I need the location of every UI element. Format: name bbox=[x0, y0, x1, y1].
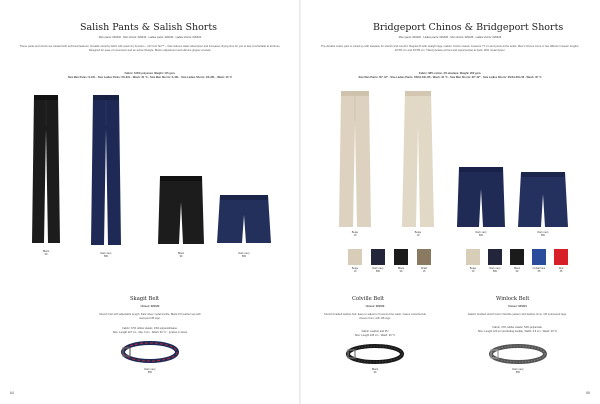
product-color: Black bbox=[177, 252, 185, 255]
colville-belt-fabric: Fabric: Leather and PU bbox=[361, 330, 389, 333]
product-code: 580 bbox=[540, 234, 546, 238]
product-color: Dark navy bbox=[537, 231, 549, 234]
skagit-belt-article: Unisex: 020420 bbox=[140, 305, 160, 308]
skagit-belt-fabric: Fabric: 67% rubber elastic, 33% polyamid/wave. bbox=[122, 327, 178, 330]
swatch-caption: Black 99 bbox=[397, 267, 405, 274]
skagit-belt-title: Skagit Belt bbox=[130, 296, 160, 302]
product-color: Black bbox=[42, 250, 50, 253]
product-color: Beige bbox=[414, 231, 422, 234]
right-fabric-line: Fabric: 98% cotton, 2% elastane. Weight: 260 gsm. bbox=[418, 72, 482, 75]
beige-chinos-ladies-image bbox=[401, 91, 435, 229]
swatch-caption: Khaki 15 bbox=[420, 267, 428, 274]
right-page bbox=[300, 0, 600, 404]
product-color: Dark navy bbox=[475, 231, 487, 234]
product-code: 580 bbox=[103, 255, 109, 259]
winlock-belt-image bbox=[488, 343, 548, 365]
product-caption bbox=[503, 368, 533, 374]
product-color: Dark navy bbox=[238, 252, 250, 255]
winlock-belt-description: Elastic braided stretch belt in flexible pattern with leather trims. CB embossed tags. bbox=[468, 313, 567, 316]
colville-belt-description: Stretch braided leather belt. Easy to adjust to fit around the waist. Cases metal buckle closure front, with CB logo. bbox=[324, 313, 426, 320]
navy-shorts-ladies-image bbox=[518, 172, 568, 229]
product-caption bbox=[135, 368, 165, 374]
beige-chinos-men-image bbox=[338, 91, 372, 229]
color-swatch bbox=[488, 249, 502, 265]
swatch-caption: Dark navy 580 bbox=[372, 267, 384, 274]
product-caption bbox=[466, 231, 496, 237]
skagit-belt-size: Size: Length 107 cm · Dia. 3 cm · Wash: 40 °C · (unisex in sizes) bbox=[112, 331, 188, 334]
color-swatch bbox=[348, 249, 362, 265]
winlock-belt-article: Unisex: 020421 bbox=[508, 305, 527, 308]
skagit-belt-description: Stretch belt with adjustable length. Dark silver metal buckle. Black PU leather tap with stamped CB logo. bbox=[99, 313, 201, 320]
color-swatch bbox=[554, 249, 568, 265]
colville-belt-article: Unisex: 020420 bbox=[365, 305, 385, 308]
product-caption bbox=[229, 252, 259, 258]
product-color: Dark navy bbox=[512, 368, 524, 371]
product-caption bbox=[340, 231, 370, 237]
right-article-line: Men pants: 020426 · Ladies pants: 020426 · Men shorts: 020426 · Ladies shorts: 020426 bbox=[398, 36, 502, 39]
winlock-belt-size: Size: Length 120 cm (excluding buckle), Width: 3.5 cm · Wash: 40 °C bbox=[477, 330, 558, 333]
product-code: 580 bbox=[241, 255, 247, 259]
swatch-caption: Beige 10 bbox=[351, 267, 359, 274]
color-swatch bbox=[466, 249, 480, 265]
page-number-right: 65 bbox=[586, 391, 590, 395]
color-swatch bbox=[371, 249, 385, 265]
product-caption bbox=[166, 252, 196, 258]
product-color: Black bbox=[371, 368, 379, 371]
left-article-line: Men pants: 020432 · Men shorts: 020432 · Ladies pants: 020432 · Ladies shorts: 020432 bbox=[98, 36, 202, 39]
left-sizes-line: Size Men Pants: S-4XL · Size Ladies Pants: XS-3XL · Wash: 40 °C · Size Men Shorts: S-4XL · Size Ladies Shorts: XS-3XL · Wash: 40 °C bbox=[67, 76, 233, 79]
product-color: Dark navy bbox=[144, 368, 156, 371]
product-code: 580 bbox=[478, 234, 484, 238]
product-color: Dark navy bbox=[100, 252, 112, 255]
right-description: The durable cotton pant is mixed up with elastane for stretch and comfort. Regular fit with straight legs. Ladies' chinos inseam measure 77 cm and pools at the ankle. Men's Chinos come in two different inseam lengths: 32"/81 cm and 34"/86 cm. Tilted pockets at front and piped pocket at back. With metal zipper. bbox=[320, 45, 580, 52]
black-shorts-image bbox=[158, 176, 204, 246]
right-page-title: Bridgeport Chinos & Bridgeport Shorts bbox=[373, 22, 564, 33]
product-code: 99 bbox=[373, 371, 377, 375]
color-swatch bbox=[394, 249, 408, 265]
navy-pants-image bbox=[90, 95, 122, 247]
right-sizes-line: Size Men Pants: 30"-42" · Size Ladies Pants: XS/34-XXL/46 · Wash: 40 °C · Size Men Shorts: 30"-42" · Size Ladies Shorts: XS/34-XXL/46 · Wash: 40 °C bbox=[358, 76, 542, 79]
product-caption bbox=[528, 231, 558, 237]
left-description: These pants and shorts are treated with technical features. Durable stretchy fabric with quick dry function – Oil Cool Tex™ – that reduces water absorption and increases drying time for you to feel comfortable at all times. Designed for ease of movement and an active lifestyle. Button adjustment and silicone gripper at waist. bbox=[19, 45, 281, 52]
left-page-title: Salish Pants & Salish Shorts bbox=[80, 22, 218, 33]
swatch-caption: Cobalt blue 55 bbox=[532, 267, 546, 274]
winlock-belt-fabric: Fabric: 47% rubber elastic, 53% polyamide. bbox=[492, 326, 543, 329]
page-number-left: 64 bbox=[10, 391, 14, 395]
product-caption bbox=[31, 250, 61, 256]
product-caption bbox=[403, 231, 433, 237]
winlock-belt-title: Winlock Belt bbox=[496, 296, 530, 302]
color-swatch bbox=[417, 249, 431, 265]
navy-shorts-men-image bbox=[457, 167, 505, 229]
product-caption bbox=[91, 252, 121, 258]
product-code: 10 bbox=[353, 234, 357, 238]
color-swatch bbox=[510, 249, 524, 265]
product-code: 580 bbox=[515, 371, 521, 375]
skagit-belt-image bbox=[120, 340, 180, 364]
colville-belt-size: Size: Length 105 cm · Wash: 30 °C bbox=[354, 334, 396, 337]
product-code: 99 bbox=[179, 255, 183, 259]
swatch-caption: Red 35 bbox=[558, 267, 564, 274]
product-code: 10 bbox=[416, 234, 420, 238]
black-pants-image bbox=[31, 95, 61, 245]
swatch-caption: Beige 10 bbox=[469, 267, 477, 274]
colville-belt-image bbox=[345, 343, 405, 365]
product-caption bbox=[360, 368, 390, 374]
product-code: 99 bbox=[44, 253, 48, 257]
navy-shorts-image bbox=[217, 195, 271, 245]
swatch-caption: Black 99 bbox=[513, 267, 521, 274]
left-fabric-line: Fabric: 100% polyester. Weight: 115 gsm. bbox=[124, 72, 176, 75]
product-color: Beige bbox=[351, 231, 359, 234]
product-code: 580 bbox=[147, 371, 153, 375]
swatch-caption: Dark navy 580 bbox=[489, 267, 501, 274]
color-swatch bbox=[532, 249, 546, 265]
colville-belt-title: Colville Belt bbox=[352, 296, 385, 302]
